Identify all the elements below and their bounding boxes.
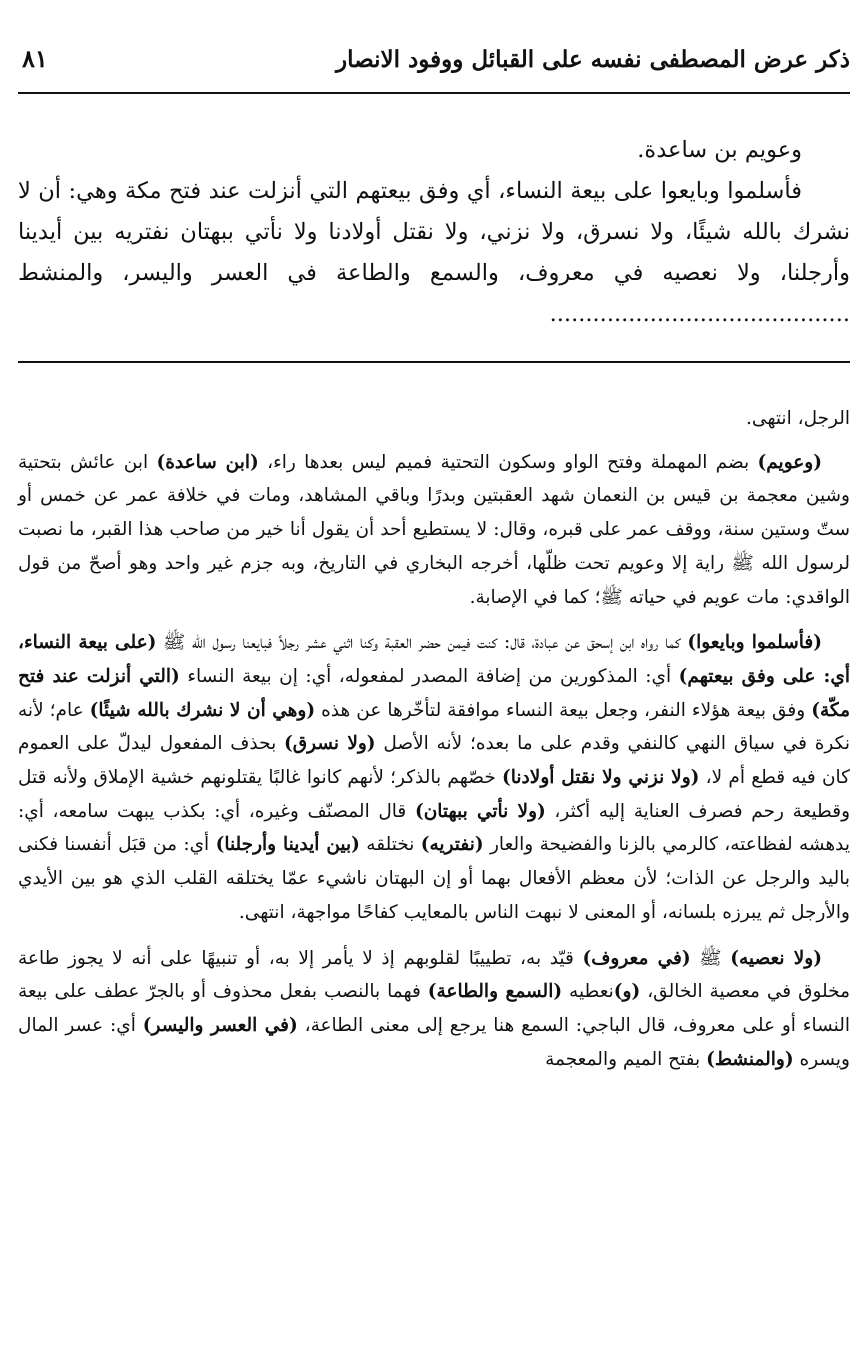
commentary-text: أي: من قبَل أنفسنا فكنى باليد والرجل عن الذات؛ لأن معظم الأفعال بهما أو إن البهتان ناشيء عمّا يختلقه القلب الذي هو بين الأيدي والأرجل ثم يبرزه بلسانه، أو المعنى لا نبهت الناس بالمعايب كفاحًا مواجهة، انتهى. bbox=[18, 834, 850, 923]
main-text-line: وعويم بن ساعدة. bbox=[637, 137, 802, 163]
header-rule bbox=[18, 92, 850, 94]
commentary-text: أي: المذكورين من إضافة المصدر لمفعوله، أي: إن بيعة النساء bbox=[179, 665, 679, 687]
commentary-text: قال المصنّف وغيره، أي: بكذب يبهت سامعه، أي: يدهشه لفظاعته، كالرمي بالزنا والفضيحة والعار bbox=[18, 800, 851, 856]
keyword: (على بيعة النساء، أي: على وفق بيعتهم) bbox=[18, 632, 850, 687]
keyword: (ولا نأتي ببهتان) bbox=[414, 800, 546, 822]
keyword: (فأسلموا وبايعوا) bbox=[687, 632, 822, 654]
running-title: ذكر عرض المصطفى نفسه على القبائل ووفود الانصار bbox=[336, 46, 850, 73]
commentary-text: بضم المهملة وفتح الواو وسكون التحتية فميم ليس بعدها راء، bbox=[258, 451, 758, 473]
main-text-paragraph: فأسلموا وبايعوا على بيعة النساء، أي وفق بيعتهم التي أنزلت عند فتح مكة وهي: أن لا نشرك بالله شيئًا، ولا نسرق، ولا نزني، ولا نقتل أولادنا ولا نأتي ببهتان نفتريه بين أيدينا وأرجلنا، ولا نعصيه في معروف، والسمع والطاعة في العسر واليسر، والمنشط .......................................... bbox=[18, 178, 850, 327]
commentary-text: ﷺ bbox=[690, 947, 731, 969]
footnote-divider bbox=[18, 361, 850, 363]
keyword: (و) bbox=[613, 981, 641, 1003]
keyword: (بين أيدينا وأرجلنا) bbox=[215, 834, 360, 856]
keyword: (السمع والطاعة) bbox=[427, 981, 563, 1003]
keyword: (ولا نعصيه) bbox=[730, 947, 822, 969]
commentary-text: نختلقه bbox=[359, 834, 421, 856]
commentary-text: فهما بالنصب بفعل محذوف أو بالجرّ عطف على بيعة النساء أو على معروف، قال الباجي: السمع هنا يرجع إلى معنى الطاعة، bbox=[18, 981, 851, 1036]
page-header bbox=[18, 38, 850, 88]
commentary-paragraph bbox=[18, 446, 850, 615]
commentary-text: كما رواه ابن إسحق عن عبادة، قال: كنت فيمن حضر العقبة وكنا اثني عشر رجلاً فبايعنا رسول الله ﷺ bbox=[156, 632, 688, 654]
commentary-text: وفق بيعة هؤلاء النفر، وجعل بيعة النساء موافقة لتأخّرها عن هذه bbox=[315, 699, 812, 721]
commentary-text: أي: عسر المال ويسره bbox=[18, 1014, 850, 1070]
keyword: (نفتريه) bbox=[420, 834, 484, 856]
keyword: (ولا نزني ولا نقتل أولادنا) bbox=[502, 767, 700, 789]
keyword: (ولا نسرق) bbox=[284, 733, 376, 755]
commentary bbox=[18, 402, 850, 1088]
keyword: (التي أنزلت عند فتح مكّة) bbox=[18, 665, 850, 721]
commentary-text: عام؛ لأنه نكرة في سياق النهي كالنفي وقدم على ما بعده؛ لأنه الأصل bbox=[18, 699, 851, 755]
commentary-text: قيّد به، تطييبًا لقلوبهم إذ لا يأمر إلا به، أو تنبيهًا على أنه لا يجوز طاعة مخلوق في معصية الخالق، bbox=[18, 947, 850, 1003]
commentary-text: بفتح الميم والمعجمة bbox=[545, 1048, 707, 1070]
keyword: (والمنشط) bbox=[706, 1048, 794, 1070]
commentary-text: خصّهم بالذكر؛ لأنهم كانوا غالبًا يقتلونهم خشية الإملاق ولأنه قتل وقطيعة رحم فصرف العناية إليه أكثر، bbox=[18, 767, 851, 822]
commentary-text: ابن عائش بتحتية وشين معجمة بن قيس بن النعمان شهد العقبتين وبدرًا وباقي المشاهد، ومات في خلافة عمر عن خمس أو ستّ وستين سنة، ووقف عمر على قبره، وقال: لا يستطيع أحد أن يقول أنا خير من صاحب هذا القبر، ما نصبت لرسول الله ﷺ راية إلا وعويم تحت ظلّها، أخرجه البخاري في التاريخ، وبه جزم غير واحد وهو أصحّ من قول الواقدي: مات عويم في حياته ﷺ؛ كما في الإصابة. bbox=[18, 451, 850, 608]
commentary-paragraph bbox=[18, 626, 850, 929]
keyword: (في معروف) bbox=[582, 947, 691, 969]
page-number: ٨١ bbox=[22, 44, 48, 73]
main-text bbox=[18, 130, 850, 335]
commentary-text: نعطيه bbox=[562, 981, 614, 1003]
commentary-paragraph bbox=[18, 942, 850, 1077]
keyword: (ابن ساعدة) bbox=[156, 451, 259, 473]
keyword: (في العسر واليسر) bbox=[142, 1014, 298, 1036]
keyword: (وعويم) bbox=[757, 451, 822, 473]
keyword: (وهي أن لا نشرك بالله شيئًا) bbox=[89, 699, 316, 721]
commentary-paragraph: الرجل، انتهى. bbox=[746, 408, 850, 429]
commentary-text: بحذف المفعول ليدلّ على العموم كان فيه قطع أم لا، bbox=[18, 733, 850, 789]
